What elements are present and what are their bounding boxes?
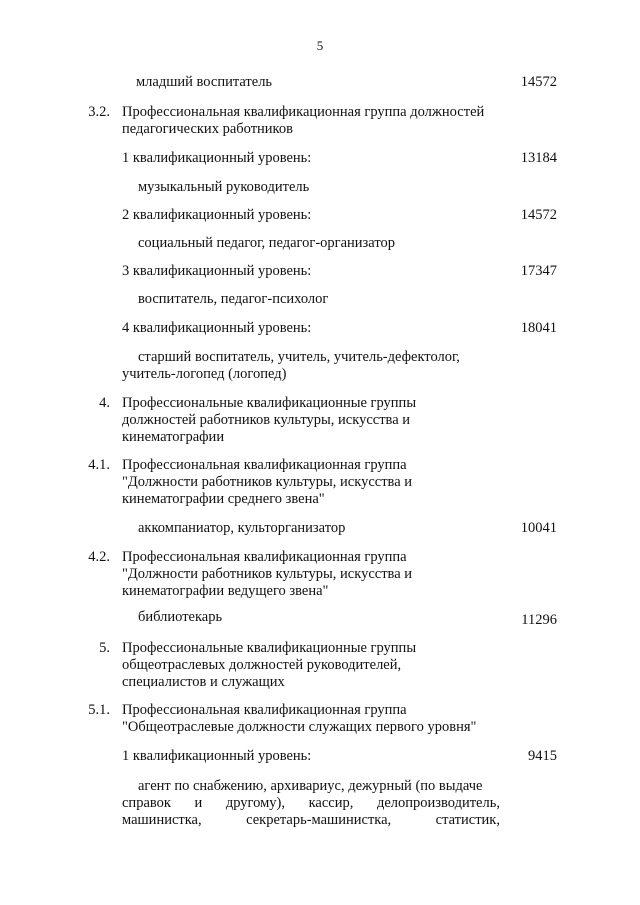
position-word: делопроизводитель,: [376, 795, 500, 811]
group-heading-line: специалистов и служащих: [122, 674, 285, 690]
position-title: старший воспитатель, учитель, учитель-дефектолог,: [138, 349, 460, 365]
salary-value: 14572: [520, 207, 557, 223]
position-word: справок: [122, 795, 171, 811]
group-heading-line: кинематографии среднего звена": [122, 491, 325, 507]
qualification-level: 1 квалификационный уровень:: [122, 150, 312, 166]
group-heading-line: кинематографии ведущего звена": [122, 583, 329, 599]
group-heading-line: "Общеотраслевые должности служащих первого уровня": [122, 719, 477, 735]
position-word: статистик,: [435, 812, 500, 828]
qualification-level: 4 квалификационный уровень:: [122, 320, 312, 336]
position-title: учитель-логопед (логопед): [122, 366, 287, 382]
position-title: библиотекарь: [138, 609, 223, 625]
page-number: 5: [316, 38, 324, 53]
salary-value: 10041: [520, 520, 557, 536]
group-heading-line: педагогических работников: [122, 121, 293, 137]
group-heading-line: общеотраслевых должностей руководителей,: [122, 657, 402, 673]
group-heading-line: Профессиональные квалификационные группы: [122, 640, 417, 656]
salary-value: 17347: [520, 263, 557, 279]
position-word: машинистка,: [122, 812, 202, 828]
section-number: 4.: [99, 395, 110, 411]
salary-value: 18041: [520, 320, 557, 336]
position-title: младший воспитатель: [136, 74, 273, 90]
position-list-line: агент по снабжению, архивариус, дежурный (по выдаче: [138, 778, 483, 794]
position-title: социальный педагог, педагог-организатор: [138, 235, 395, 251]
group-heading-line: Профессиональная квалификационная группа: [122, 549, 407, 565]
position-title: аккомпаниатор, культорганизатор: [138, 520, 346, 536]
salary-value: 9415: [528, 748, 557, 764]
group-heading-line: "Должности работников культуры, искусства и: [122, 566, 413, 582]
position-word: кассир,: [308, 795, 354, 811]
group-heading-line: Профессиональная квалификационная группа: [122, 457, 407, 473]
position-word: и: [194, 795, 203, 811]
group-heading-line: Профессиональная квалификационная группа должностей: [122, 104, 485, 120]
section-number: 5.: [99, 640, 110, 656]
position-title: воспитатель, педагог-психолог: [138, 291, 329, 307]
section-number: 5.1.: [88, 702, 110, 718]
group-heading-line: должностей работников культуры, искусства и: [122, 412, 411, 428]
salary-value: 14572: [520, 74, 557, 90]
qualification-level: 2 квалификационный уровень:: [122, 207, 312, 223]
position-list-row: [122, 795, 500, 829]
position-word: другому),: [225, 795, 285, 811]
position-title: музыкальный руководитель: [138, 179, 310, 195]
group-heading-line: "Должности работников культуры, искусства и: [122, 474, 413, 490]
salary-value: 13184: [520, 150, 557, 166]
group-heading-line: кинематографии: [122, 429, 225, 445]
group-heading-line: Профессиональная квалификационная группа: [122, 702, 407, 718]
section-number: 4.2.: [88, 549, 110, 565]
section-number: 4.1.: [88, 457, 110, 473]
group-heading-line: Профессиональные квалификационные группы: [122, 395, 417, 411]
salary-value: 11296: [521, 612, 557, 628]
qualification-level: 3 квалификационный уровень:: [122, 263, 312, 279]
section-number: 3.2.: [88, 104, 110, 120]
position-word: секретарь-машинистка,: [246, 812, 392, 828]
qualification-level: 1 квалификационный уровень:: [122, 748, 312, 764]
